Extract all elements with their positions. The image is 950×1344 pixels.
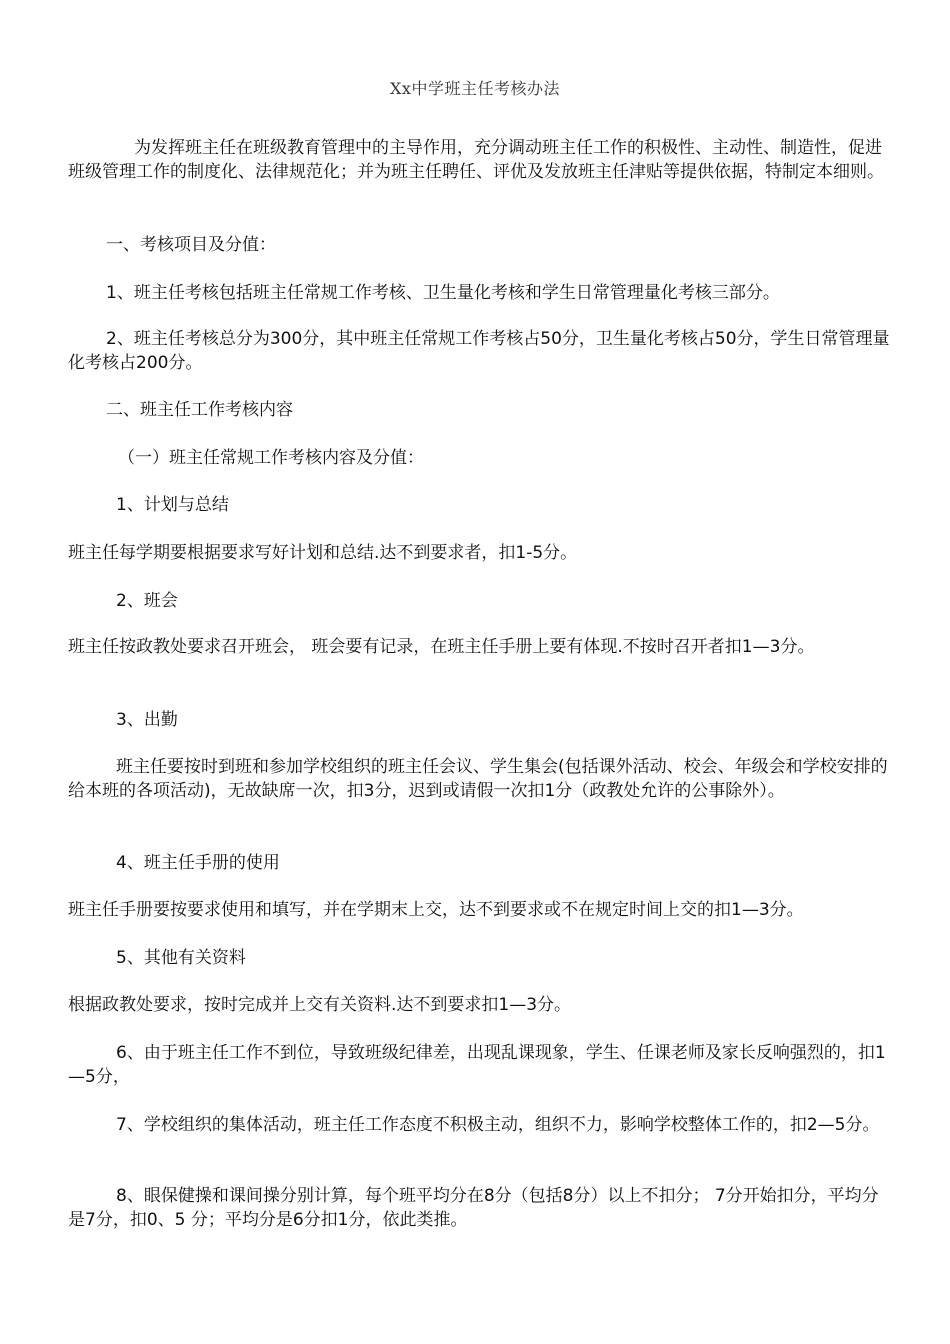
item-8-exercises: 8、眼保健操和课间操分别计算，每个班平均分在8分（包括8分）以上不扣分； 7分开始扣分，平均分是7分，扣0、5 分；平均分是6分扣1分，依此类推。 — [68, 1186, 879, 1230]
section-heading-2: 二、班主任工作考核内容 — [106, 400, 293, 420]
subsection-heading-1: （一）班主任常规工作考核内容及分值： — [118, 448, 424, 468]
item-body-meeting: 班主任按政教处要求召开班会， 班会要有记录，在班主任手册上要有体现.不按时召开者扣1—3分。 — [68, 637, 815, 657]
item-heading-materials: 5、其他有关资料 — [116, 948, 246, 968]
item-heading-handbook: 4、班主任手册的使用 — [116, 853, 280, 873]
item-body-attendance: 班主任要按时到班和参加学校组织的班主任会议、学生集会(包括课外活动、校会、年级会和学校安排的给本班的各项活动)，无故缺席一次，扣3分，迟到或请假一次扣1分（政教处允许的公事除外）。 — [68, 757, 888, 801]
section-heading-1: 一、考核项目及分值： — [106, 235, 276, 255]
item-heading-meeting: 2、班会 — [116, 591, 178, 611]
paragraph-1-2: 2、班主任考核总分为300分，其中班主任常规工作考核占50分，卫生量化考核占50分，学生日常管理量化考核占200分。 — [68, 329, 890, 373]
intro-paragraph: 为发挥班主任在班级教育管理中的主导作用，充分调动班主任工作的积极性、主动性、制造性，促进班级管理工作的制度化、法律规范化；并为班主任聘任、评优及发放班主任津贴等提供依据，特制定本细则。 — [68, 138, 884, 182]
item-body-handbook: 班主任手册要按要求使用和填写，并在学期末上交，达不到要求或不在规定时间上交的扣1—3分。 — [68, 900, 804, 920]
item-6-discipline: 6、由于班主任工作不到位，导致班级纪律差，出现乱课现象，学生、任课老师及家长反响强烈的，扣1—5分， — [68, 1043, 886, 1087]
item-heading-attendance: 3、出勤 — [116, 710, 178, 730]
document-title: Xx中学班主任考核办法 — [390, 79, 560, 98]
paragraph-1-1: 1、班主任考核包括班主任常规工作考核、卫生量化考核和学生日常管理量化考核三部分。 — [106, 283, 780, 303]
item-body-materials: 根据政教处要求，按时完成并上交有关资料.达不到要求扣1—3分。 — [68, 995, 572, 1015]
item-7-activities: 7、学校组织的集体活动，班主任工作态度不积极主动，组织不力，影响学校整体工作的，扣2—5分。 — [116, 1115, 880, 1135]
item-body-plan: 班主任每学期要根据要求写好计划和总结.达不到要求者，扣1-5分。 — [68, 543, 578, 563]
item-heading-plan: 1、计划与总结 — [116, 495, 229, 515]
